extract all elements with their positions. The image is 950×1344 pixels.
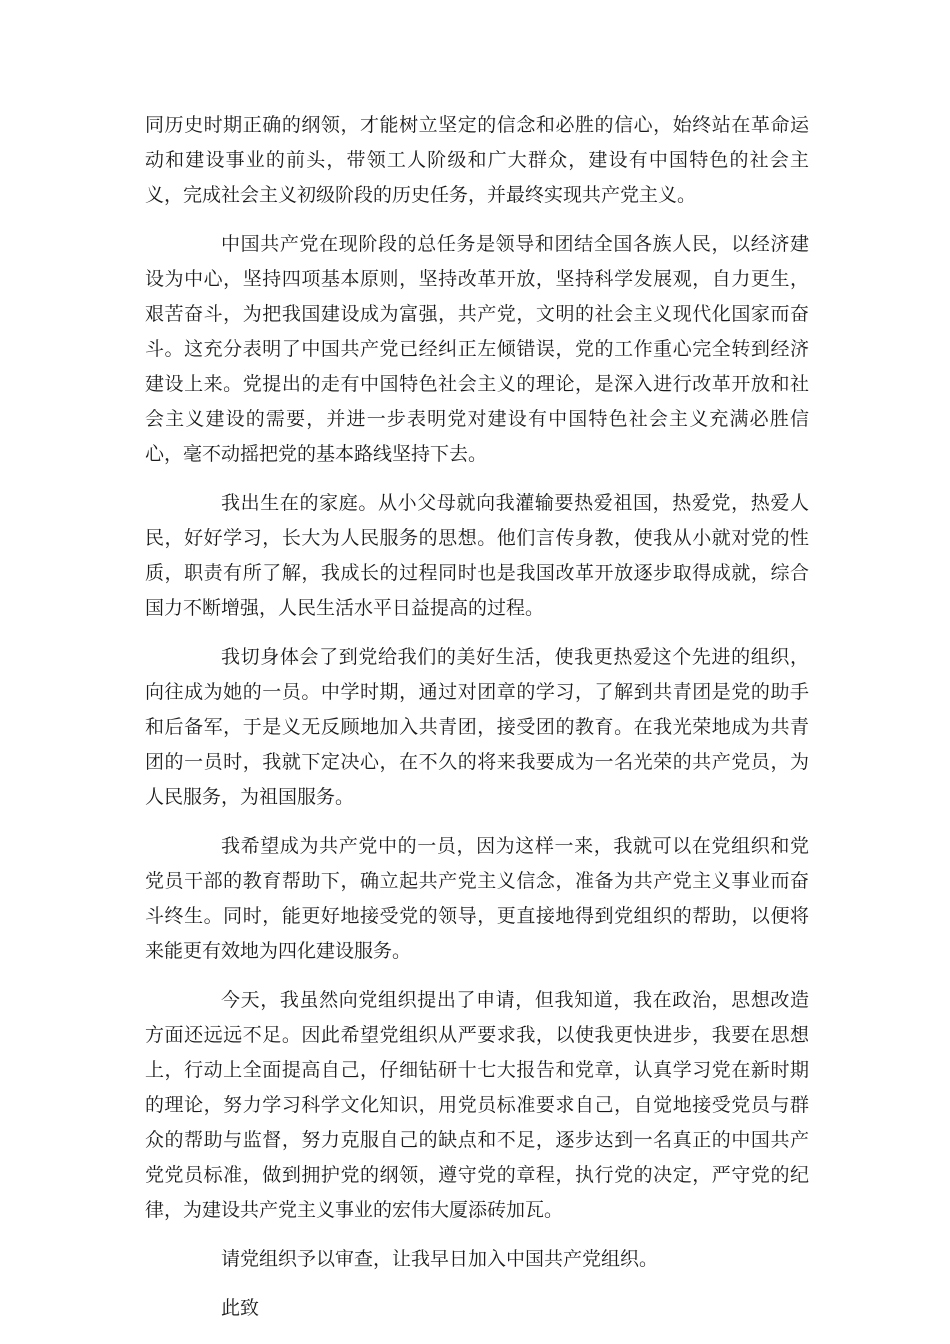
- paragraph-request: 请党组织予以审查，让我早日加入中国共产党组织。: [221, 1248, 659, 1270]
- paragraph-youth-league: 我切身体会了到党给我们的美好生活，使我更热爱这个先进的组织，向往成为她的一员。中学时期，通过对团章的学习，了解到共青团是党的助手和后备军，于是义无反顾地加入共青团，接受团的教育。在我光荣地成为共青团的一员时，我就下定决心，在不久的将来我要成为一名光荣的共产党员，为人民服务，为祖国服务。: [145, 646, 809, 808]
- paragraph-commitment: 今天，我虽然向党组织提出了申请，但我知道，我在政治，思想改造方面还远远不足。因此希望党组织从严要求我，以使我更快进步，我要在思想上，行动上全面提高自己，仔细钻研十七大报告和党章，认真学习党在新时期的理论，努力学习科学文化知识，用党员标准要求自己，自觉地接受党员与群众的帮助与监督，努力克服自己的缺点和不足，逐步达到一名真正的中国共产党党员标准，做到拥护党的纲领，遵守党的章程，执行党的决定，严守党的纪律，为建设共产党主义事业的宏伟大厦添砖加瓦。: [145, 989, 809, 1221]
- paragraph-continued: 同历史时期正确的纲领，才能树立坚定的信念和必胜的信心，始终站在革命运动和建设事业的前头，带领工人阶级和广大群众，建设有中国特色的社会主义，完成社会主义初级阶段的历史任务，并最终实现共产党主义。: [145, 114, 809, 206]
- paragraph-family-background: 我出生在的家庭。从小父母就向我灌输要热爱祖国，热爱党，热爱人民，好好学习，长大为人民服务的思想。他们言传身教，使我从小就对党的性质，职责有所了解，我成长的过程同时也是我国改革开放逐步取得成就，综合国力不断增强，人民生活水平日益提高的过程。: [145, 492, 809, 619]
- closing-salutation: 此致: [221, 1297, 260, 1319]
- paragraph-party-task: 中国共产党在现阶段的总任务是领导和团结全国各族人民，以经济建设为中心，坚持四项基本原则，坚持改革开放，坚持科学发展观，自力更生，艰苦奋斗，为把我国建设成为富强，共产党，文明的社会主义现代化国家而奋斗。这充分表明了中国共产党已经纠正左倾错误，党的工作重心完全转到经济建设上来。党提出的走有中国特色社会主义的理论，是深入进行改革开放和社会主义建设的需要，并进一步表明党对建设有中国特色社会主义充满必胜信心，毫不动摇把党的基本路线坚持下去。: [145, 233, 809, 465]
- document-body: [145, 108, 809, 1326]
- paragraph-aspiration: 我希望成为共产党中的一员，因为这样一来，我就可以在党组织和党党员干部的教育帮助下，确立起共产党主义信念，准备为共产党主义事业而奋斗终生。同时，能更好地接受党的领导，更直接地得到党组织的帮助，以便将来能更有效地为四化建设服务。: [145, 835, 809, 962]
